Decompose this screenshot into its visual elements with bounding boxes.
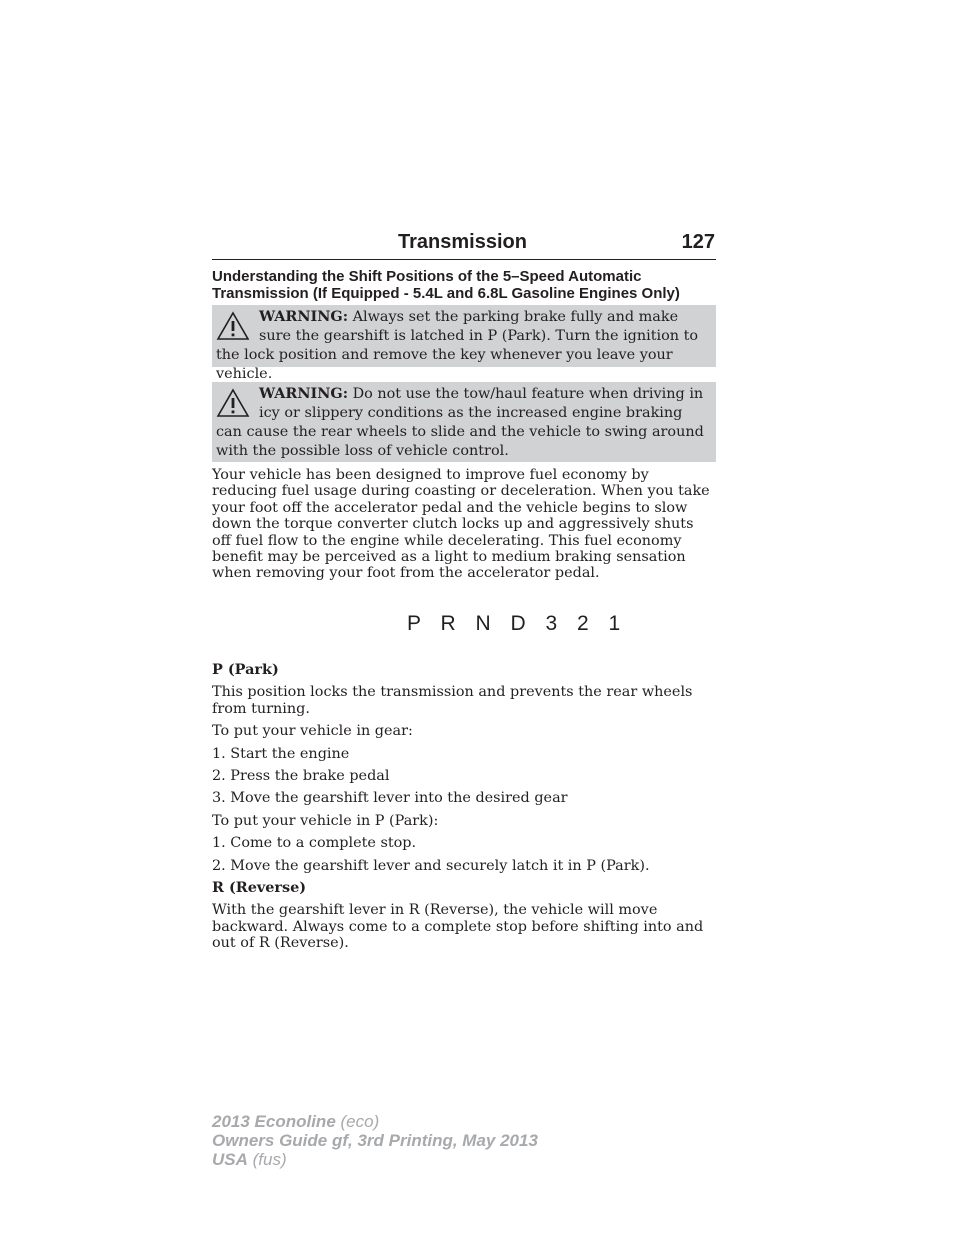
page-number: 127 (681, 231, 715, 253)
page-header (212, 229, 716, 260)
warning-box (212, 382, 716, 462)
page-footer (212, 1112, 538, 1169)
gear-intro: To put your vehicle in gear: (212, 723, 413, 740)
park-heading: P (Park) (212, 661, 279, 678)
reverse-heading: R (Reverse) (212, 879, 307, 897)
list-item: 2. Press the brake pedal (212, 768, 390, 785)
footer-region-code: (fus) (252, 1150, 287, 1169)
warning-triangle-icon (216, 388, 250, 418)
page-title: Transmission (398, 231, 527, 253)
section-title: Understanding the Shift Positions of the 5–Speed Automatic Transmission (If Equipped - 5.4L and 6.8L Gasoline Engines Only) (212, 268, 680, 302)
warning-text: Do not use the tow/haul feature when driving in icy or slippery conditions as the increased engine braking can cause the rear wheels to slide and the vehicle to swing around with the possible loss of vehicle control. (216, 386, 704, 459)
list-item: 2. Move the gearshift lever and securely latch it in P (Park). (212, 857, 650, 874)
warning-box (212, 305, 716, 382)
warning-label: WARNING: (259, 385, 349, 402)
intro-paragraph: Your vehicle has been designed to improve fuel economy by reducing fuel usage during coasting or deceleration. When you take your foot off the accelerator pedal and the vehicle begins to slow down the torque converter clutch locks up and aggressively shuts off fuel flow to the engine while decelerating. This fuel economy benefit may be perceived as a light to medium braking sensation when removing your foot from the accelerator pedal. (212, 467, 710, 582)
warning-label: WARNING: (259, 308, 349, 325)
gear-descriptions (212, 662, 716, 952)
list-item: 1. Start the engine (212, 745, 350, 762)
list-item: 1. Come to a complete stop. (212, 835, 417, 852)
park-intro: To put your vehicle in P (Park): (212, 812, 439, 829)
shift-pattern-graphic: P R N D 3 2 1 (407, 612, 628, 635)
warning-triangle-icon (216, 311, 250, 341)
reverse-description: With the gearshift lever in R (Reverse), the vehicle will move backward. Always come to a complete stop before shifting into and out of R (Reverse). (212, 902, 704, 952)
warning-text: Always set the parking brake fully and make sure the gearshift is latched in P (Park). Turn the ignition to the lock position and remove the key whenever you leave your vehicle. (216, 309, 699, 382)
footer-printing: Owners Guide gf, 3rd Printing, May 2013 (212, 1131, 538, 1150)
footer-model-code: (eco) (340, 1112, 380, 1131)
park-description: This position locks the transmission and prevents the rear wheels from turning. (212, 684, 693, 717)
list-item: 3. Move the gearshift lever into the desired gear (212, 790, 568, 807)
footer-model: 2013 Econoline (212, 1112, 336, 1131)
footer-region: USA (212, 1150, 248, 1169)
